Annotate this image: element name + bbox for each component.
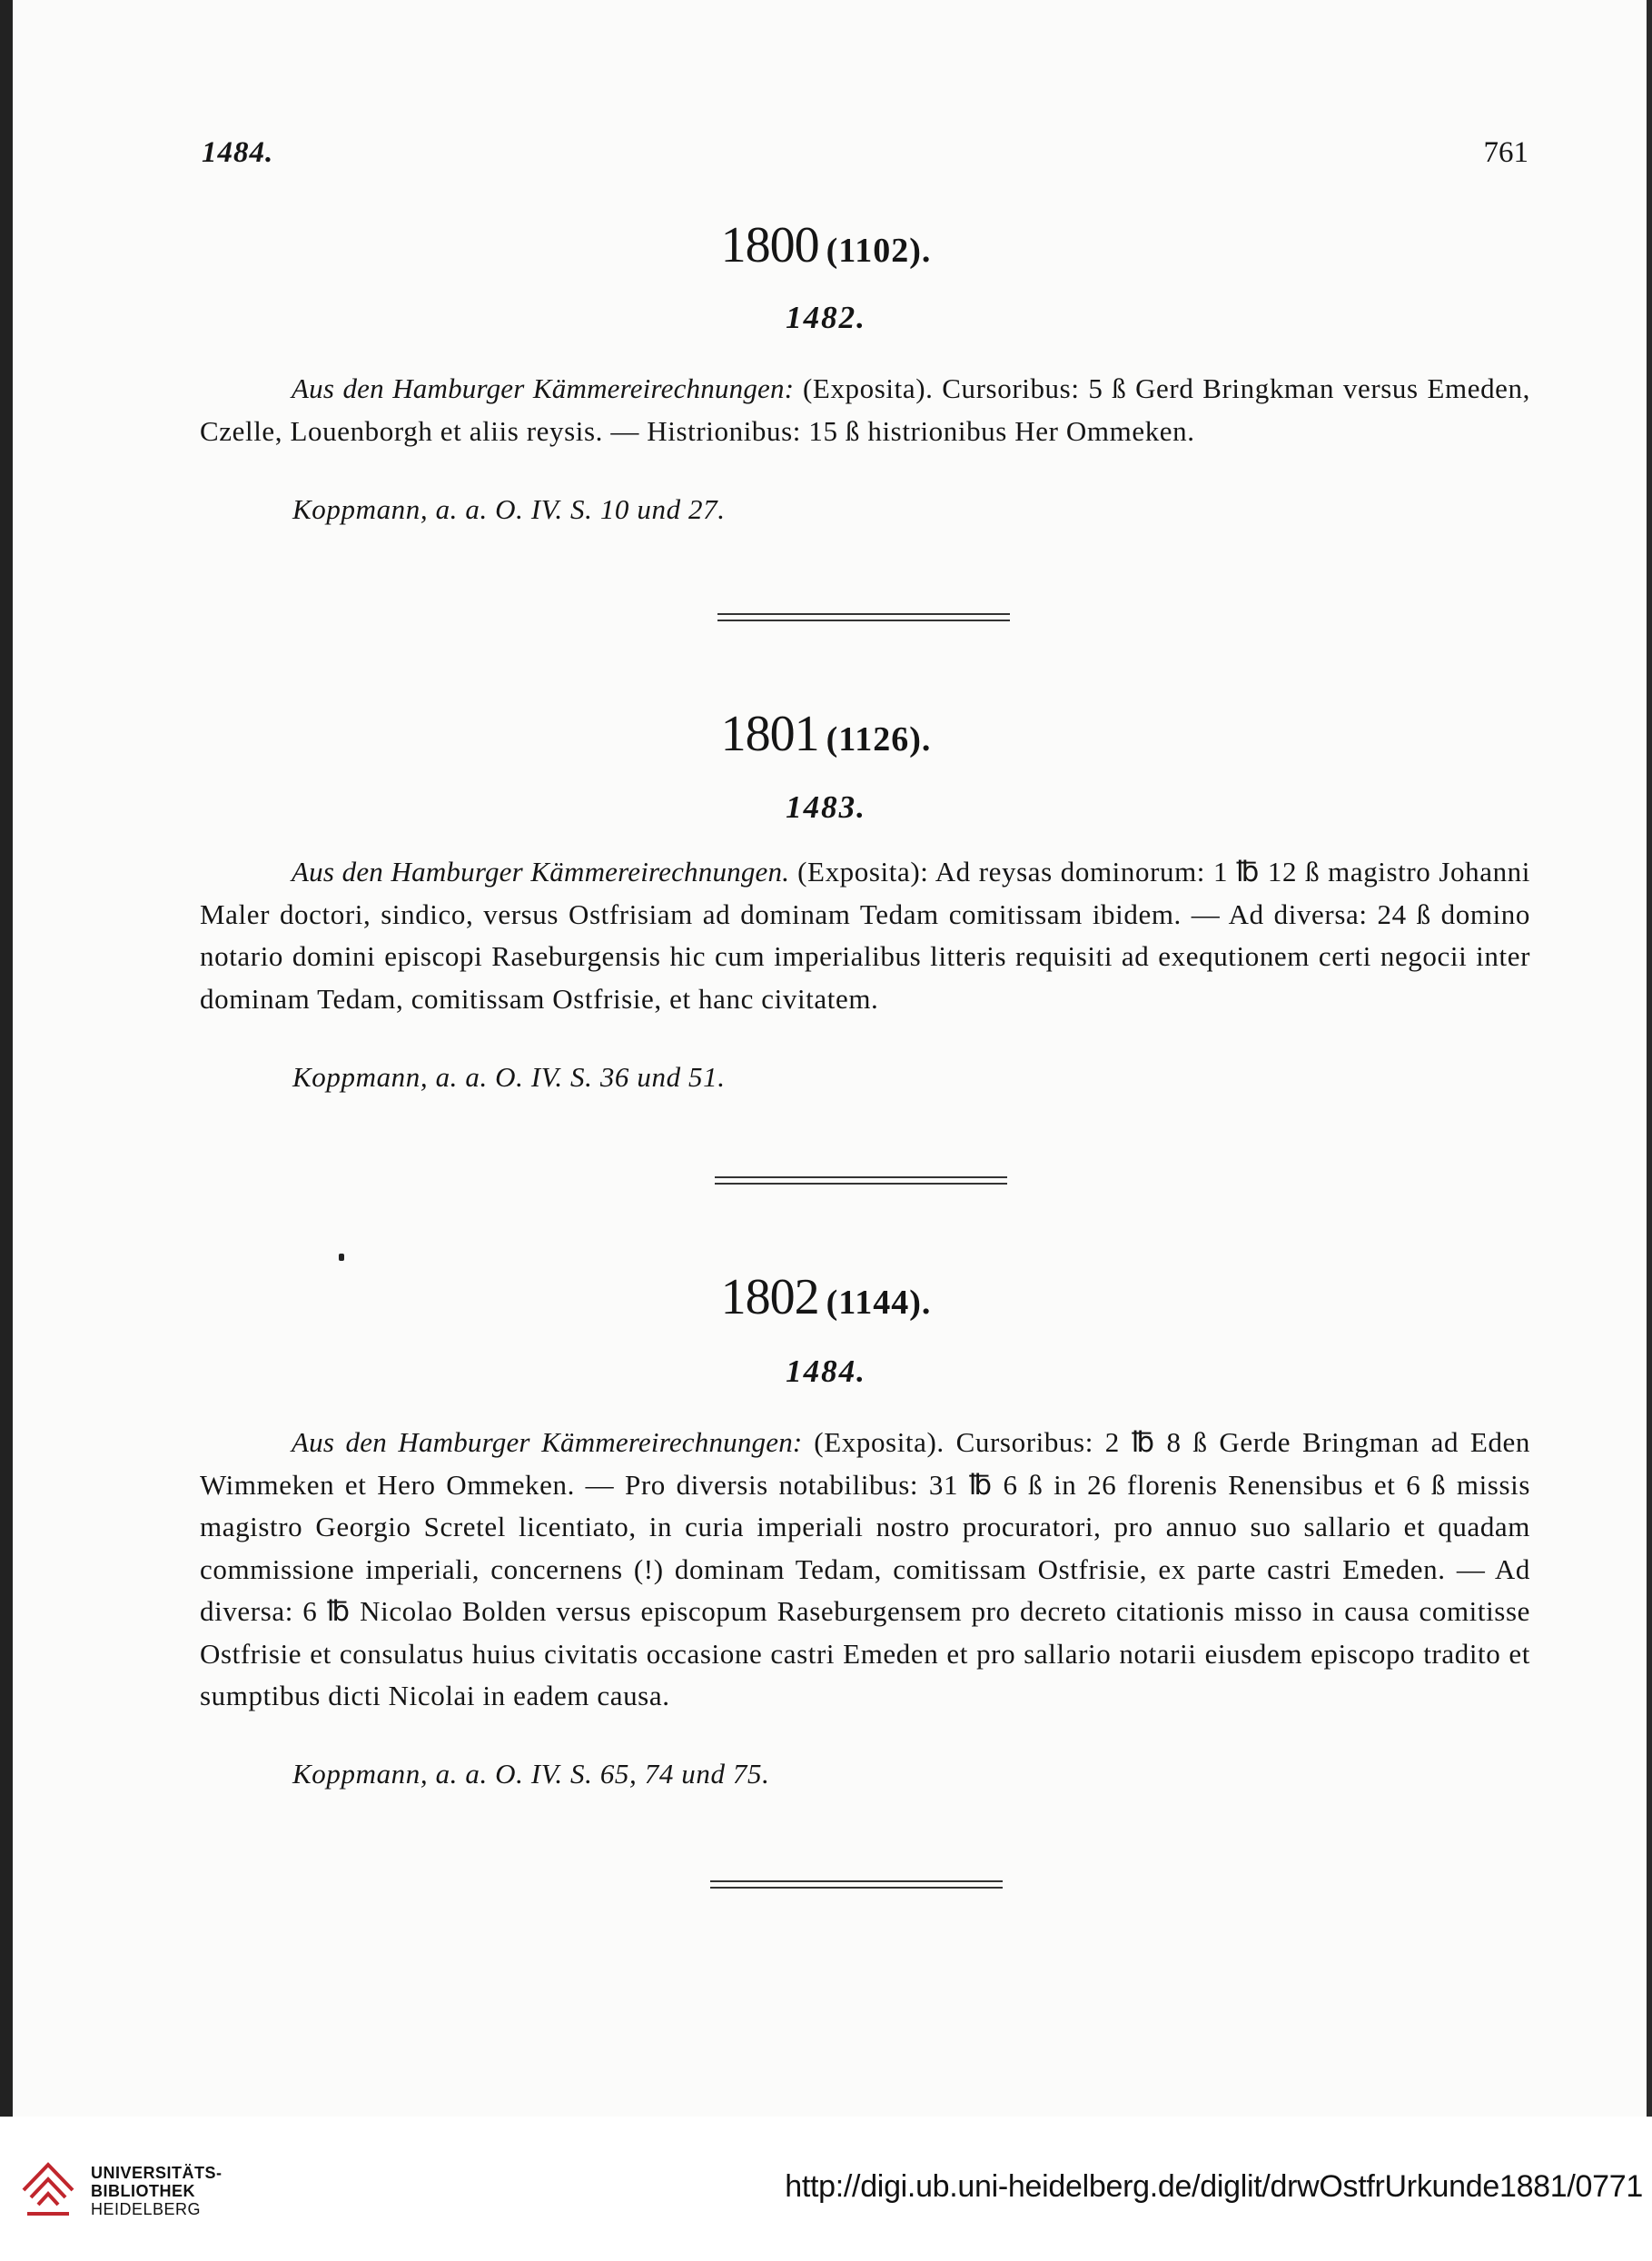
entry-source: Aus den Hamburger Kämmereirechnungen. (292, 856, 790, 888)
section-divider (710, 1880, 1003, 1889)
entry-original-number: (1144). (826, 1284, 932, 1322)
footer-bar (0, 2117, 1652, 2261)
entry-year: 1483. (786, 789, 866, 825)
entry-citation: Koppmann, a. a. O. IV. S. 10 und 27. (292, 493, 726, 525)
entry-number: 1801 (720, 706, 819, 762)
entry-text: (Exposita). Cursoribus: 2 ℔ 8 ß Gerde Bringman ad Eden Wimmeken et Hero Ommeken. — Pro diversis notabilibus: 31 ℔ 6 ß in 26 florenis Renensibus et 6 ß missis magistro Georgio Scretel licentiato, in curia imperiali nostro procuratori, pro annuo suo sallario et quadam commissione imperiali, concernens (!) dominam Tedam, comitissam Ostfrisie, ex parte castri Emeden. — Ad diversa: 6 ℔ Nicolao Bolden versus episcopum Raseburgensem pro decreto citationis misso in causa comitisse Ostfrisie et consulatus huius civitatis occasione castri Emeden et pro sallario notarii eiusdem episcopo tradito et sumptibus dicti Nicolai in eadem causa. (200, 1426, 1531, 1711)
entry-body (200, 1422, 1530, 1718)
library-logo-icon (18, 2157, 78, 2221)
entry-heading (0, 216, 1652, 274)
library-name-line: UNIVERSITÄTS- (91, 2164, 223, 2182)
entry-body (200, 368, 1530, 452)
entry-text: (Exposita): Ad reysas dominorum: 1 ℔ 12 ß magistro Johanni Maler doctori, sindico, versus Ostfrisiam ad dominam Tedam comitissam ibidem. — Ad diversa: 24 ß domino notario domini episcopi Raseburgensis hic cum imperialibus litteris requisiti ad exequtionem certi negocii inter dominam Tedam, comitissam Ostfrisie, et hanc civitatem. (200, 856, 1530, 1015)
entry-number: 1802 (720, 1269, 819, 1325)
library-name-line: BIBLIOTHEK (91, 2182, 195, 2200)
entry-heading (0, 1268, 1652, 1326)
entry-citation: Koppmann, a. a. O. IV. S. 36 und 51. (292, 1061, 726, 1093)
entry-original-number: (1126). (826, 720, 932, 759)
permalink-url[interactable]: http://digi.ub.uni-heidelberg.de/diglit/drwOstfrUrkunde1881/0771 (785, 2169, 1643, 2204)
entry-year: 1484. (786, 1354, 866, 1389)
stray-mark (339, 1254, 344, 1261)
entry-body (200, 851, 1530, 1020)
running-head-year: 1484. (202, 136, 274, 169)
entry-source: Aus den Hamburger Kämmereirechnungen: (292, 372, 795, 404)
entry-year: 1482. (786, 300, 866, 335)
library-name (91, 2164, 223, 2218)
entry-source: Aus den Hamburger Kämmereirechnungen: (292, 1426, 803, 1458)
entry-heading (0, 705, 1652, 763)
page-number: 761 (1483, 136, 1528, 169)
entry-citation: Koppmann, a. a. O. IV. S. 65, 74 und 75. (292, 1758, 770, 1790)
entry-original-number: (1102). (826, 232, 932, 270)
entry-text: (Exposita). Cursoribus: 5 ß Gerd Bringkman versus Emeden, Czelle, Louenborgh et aliis reysis. — Histrionibus: 15 ß histrionibus Her Ommeken. (200, 372, 1530, 447)
section-divider (715, 1176, 1007, 1185)
library-name-line: HEIDELBERG (91, 2200, 202, 2218)
entry-number: 1800 (720, 217, 819, 273)
section-divider (717, 613, 1010, 621)
